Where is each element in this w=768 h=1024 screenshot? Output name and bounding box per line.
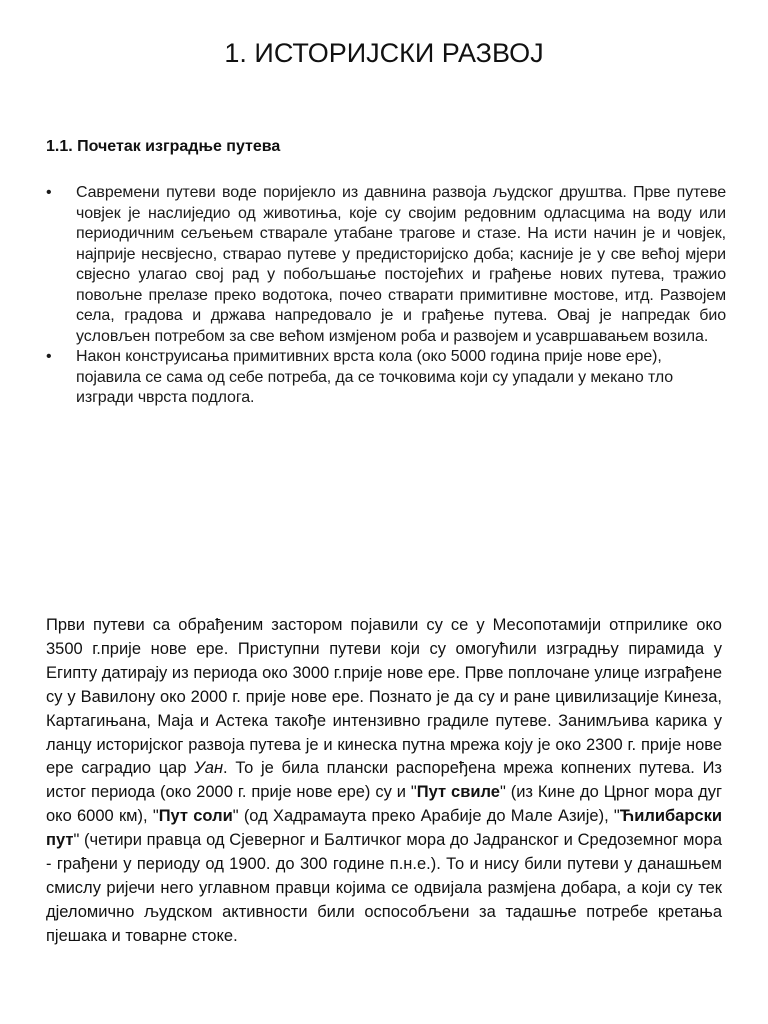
page-title: 1. ИСТОРИЈСКИ РАЗВОЈ — [224, 38, 544, 68]
bullet-item — [46, 183, 726, 347]
section-heading: 1.1. Почетак изградње путева — [46, 138, 281, 155]
amber-road-term: Ћилибарски пут — [46, 807, 722, 850]
bullet-icon: • — [46, 184, 52, 201]
bullet-text: Савремени путеви воде поријекло из давнина развоја људског друштва. Прве путеве човјек је наслиједио од животиња, које су својим редовним одласцима на воду или периодичним сељењем стварале утабане трагове и стазе. На исти начин је и човјек, најприје несвјесно, стварао путеве у предисторијско доба; касније је у све већој мјери свјесно улагао свој рад у побољшање постојећих и грађење нових путева, тражио повољне прелазе преко водотока, почео стварати примитивне мостове, итд. Развојем села, градова и држава напредовало је и грађење путева. Овај је напредак био условљен потребом за све већом измјеном роба и развојем и усавршавањем возила. — [76, 184, 726, 345]
bullet-list — [46, 183, 726, 409]
silk-road-term: Пут свиле — [416, 783, 500, 802]
bullet-icon: • — [46, 348, 52, 365]
history-paragraph — [46, 614, 722, 949]
emperor-name: Уан — [194, 759, 224, 778]
salt-road-term: Пут соли — [158, 807, 233, 826]
paragraph-text: Први путеви са обрађеним застором појавили су се у Месопотамији отприлике око 3500 г.прије нове ере. Приступни путеви који су омогућили изградњу пирамида у Египту датирају из периода око 3000 г.прије нове ере. Прве поплочане улице изграђене су у Вавилону око 2000 г. прије нове ере. Познато је да су и ране цивилизације Кинеза, Картагињана, Маја и Астека такође интензивно градиле путеве. Занимљива карика у ланцу историјског развоја путева је и кинеска путна мрежа коју је око 2300 г. прије нове ере саградио цар — [46, 616, 722, 778]
paragraph-text: . То је била плански распоређена мрежа копнених путева. Из истог периода (око 2000 г. прије нове ере) су и " — [46, 759, 722, 802]
paragraph-text: " (од Хадрамаута преко Арабије до Мале Азије), " — [232, 807, 620, 826]
paragraph-text: " (четири правца од Сјеверног и Балтичког мора до Јадранског и Средоземног мора - грађени у периоду од 1900. до 300 године п.н.е.). То и нису били путеви у данашњем смислу ријечи него углавном правци којима се одвијала размјена добара, а који су тек дјеломично људском активности били оспособљени за тадашње потребе кретања пјешака и товарне стоке. — [46, 831, 722, 945]
bullet-text: Након конструисања примитивних врста кола (око 5000 година прије нове ере), појавила се сама од себе потреба, да се точковима који су упадали у мекано тло изгради чврста подлога. — [76, 348, 674, 406]
bullet-item — [46, 347, 726, 409]
paragraph-text: " (из Кине до Црног мора дуг око 6000 км), " — [46, 783, 723, 826]
